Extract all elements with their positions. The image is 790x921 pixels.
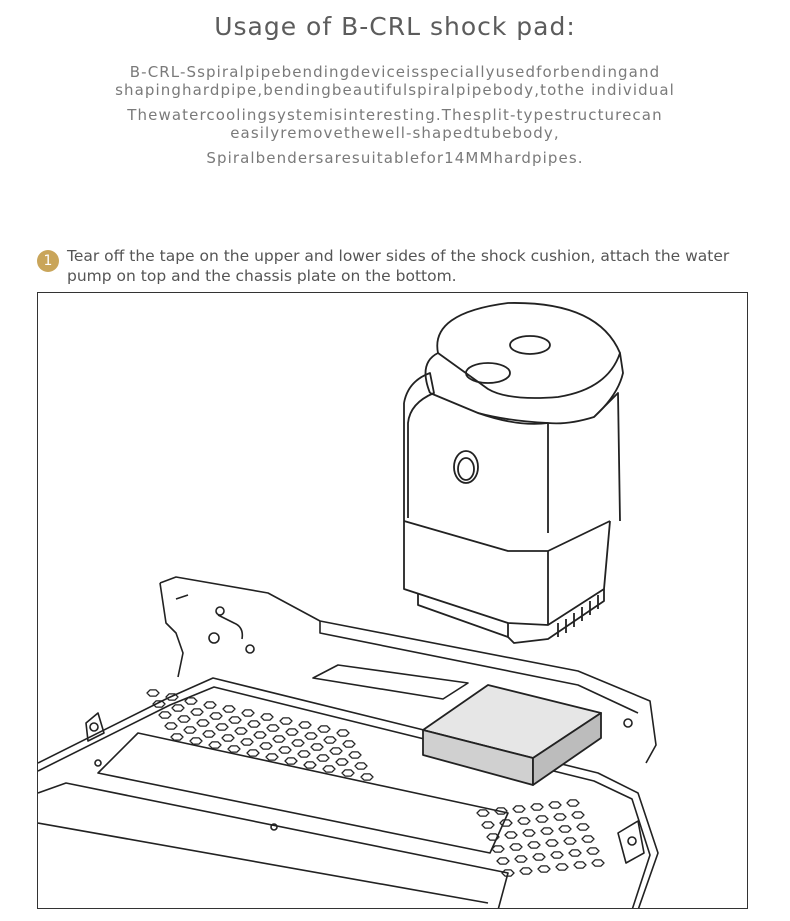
page-title: Usage of B-CRL shock pad: [214,12,576,41]
vent-hole [528,842,540,848]
vent-hole [159,712,171,718]
vent-hole [299,722,311,728]
vent-hole [222,735,234,741]
vent-hole [564,838,576,844]
vent-hole [554,814,566,820]
vent-hole [260,743,272,749]
vent-hole [285,758,297,764]
vent-hole [577,824,589,830]
vent-hole [304,762,316,768]
vent-hole [298,751,310,757]
vent-hole [184,727,196,733]
vent-hole [292,740,304,746]
vent-hole [197,720,209,726]
vent-hole [349,752,361,758]
vent-hole [559,826,571,832]
vent-hole [531,804,543,810]
vent-hole [337,730,349,736]
vent-hole [541,828,553,834]
vent-hole [513,806,525,812]
vent-hole [546,840,558,846]
vent-hole [567,800,579,806]
vent-hole [254,732,266,738]
vent-hole [556,864,568,870]
vent-hole [178,716,190,722]
vent-hole [165,723,177,729]
vent-hole [343,741,355,747]
vent-hole [520,868,532,874]
vent-hole [538,866,550,872]
vent-hole [355,763,367,769]
vent-hole [523,830,535,836]
vent-hole [204,702,216,708]
vent-hole [235,728,247,734]
vent-hole [500,820,512,826]
vent-hole [582,836,594,842]
vent-hole [515,856,527,862]
vent-hole [505,832,517,838]
vent-hole [551,852,563,858]
vent-hole [280,718,292,724]
vent-hole [216,724,228,730]
vent-hole [510,844,522,850]
vent-hole [492,846,504,852]
assembly-illustration [37,292,748,909]
vent-hole [266,754,278,760]
step-number-badge: 1 [37,250,59,272]
vent-hole [190,738,202,744]
water-pump [404,303,623,643]
vent-hole [323,766,335,772]
vent-hole [248,721,260,727]
vent-hole [318,726,330,732]
vent-hole [185,698,197,704]
vent-hole [574,862,586,868]
vent-hole [477,810,489,816]
vent-hole [482,822,494,828]
vent-hole [273,736,285,742]
vent-hole [242,710,254,716]
vent-hole [361,774,373,780]
vent-hole [147,690,159,696]
vent-hole [279,747,291,753]
vent-hole [203,731,215,737]
vent-hole [241,739,253,745]
intro-paragraph-3: Spiralbendersaresuitablefor14MMhardpipes. [206,149,584,167]
vent-hole [549,802,561,808]
intro-paragraph-1: B-CRL-Sspiralpipebendingdeviceisspeciallyusedforbendingand shapinghardpipe,bendingbeautifulspiralpipebody,tothe individual [115,63,675,99]
vent-hole [171,734,183,740]
intro-paragraph-2: Thewatercoolingsystemisinteresting.Thesplit-typestructurecan easilyremovethewell-shapedtubebody, [127,106,663,142]
vent-hole [247,750,259,756]
vent-hole [533,854,545,860]
vent-hole [592,860,604,866]
shock-pad [423,685,601,785]
intro-text [80,63,710,174]
vent-hole [569,850,581,856]
vent-hole [267,725,279,731]
vent-hole [497,858,509,864]
step-1-instruction: Tear off the tape on the upper and lower sides of the shock cushion, attach the water pump on top and the chassis plate on the bottom. [67,247,730,285]
vent-hole [209,742,221,748]
vent-hole [228,746,240,752]
vent-hole [336,759,348,765]
vent-hole [261,714,273,720]
vent-hole [191,709,203,715]
vent-hole [223,706,235,712]
vent-hole [587,848,599,854]
vent-hole [311,744,323,750]
vent-hole [324,737,336,743]
vent-hole [210,713,222,719]
vent-hole [286,729,298,735]
vent-hole [317,755,329,761]
vent-hole [536,816,548,822]
step-1 [37,246,757,286]
pump-chassis-drawing [38,293,748,909]
vent-hole [172,705,184,711]
vent-hole [518,818,530,824]
vent-hole [305,733,317,739]
vent-hole [229,717,241,723]
vent-hole [342,770,354,776]
vent-hole [330,748,342,754]
vent-hole [572,812,584,818]
